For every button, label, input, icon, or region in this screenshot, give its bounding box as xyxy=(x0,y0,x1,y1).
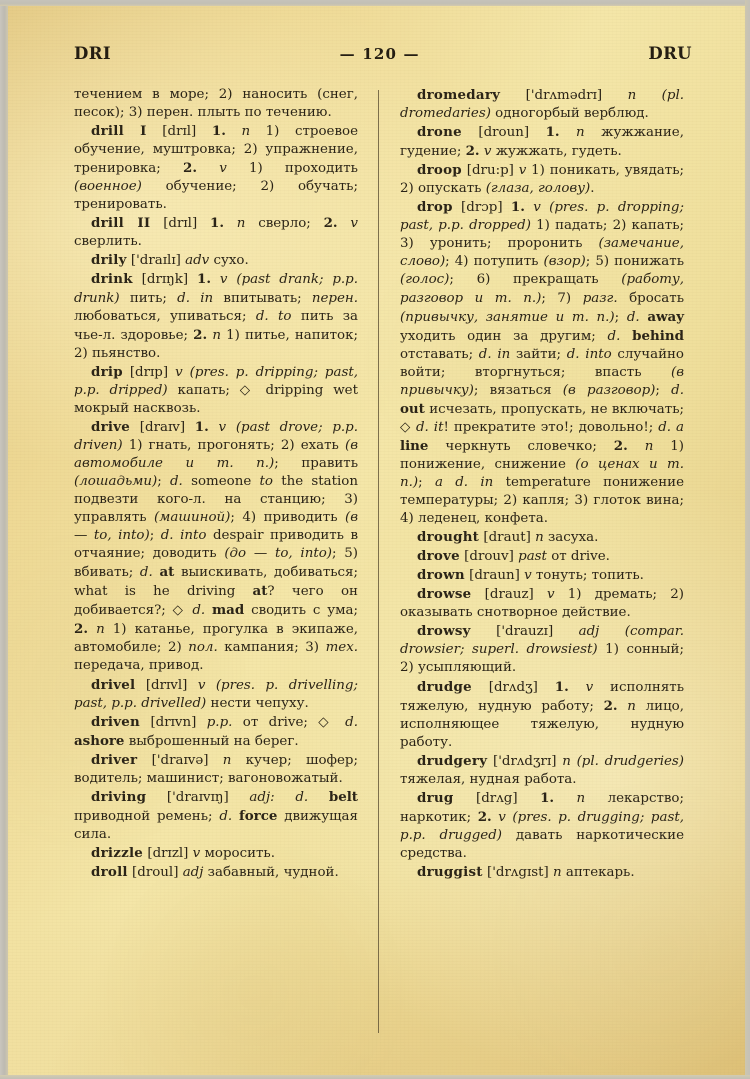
entry-headword: dromedary xyxy=(417,87,501,103)
entry-definition: adj: d. belt приводной ремень; d. force движущая сила. xyxy=(74,788,358,842)
dictionary-entry xyxy=(400,585,684,622)
column-left xyxy=(74,86,378,1033)
entry-definition: 1. n лекарство; наркотик; 2. v (pres. p. drugging; past, p.p. drugged) давать наркотические средства. xyxy=(400,789,685,861)
entry-pronunciation: ['drʌmədrɪ] xyxy=(525,88,603,103)
entry-headword: drizzle xyxy=(91,844,144,861)
entry-definition: past от drive. xyxy=(518,549,610,565)
entry-headword: drowsy xyxy=(417,623,471,640)
entry-definition: v (pres. p. dripping; past, p.p. dripped) капать; ◇ dripping wet мокрый насквозь. xyxy=(74,364,358,416)
continuation-text: течением в море; 2) наносить (снег, песок); 3) перен. плыть по течению. xyxy=(74,87,358,121)
entry-pronunciation: [draun] xyxy=(469,568,520,584)
entry-pronunciation: [drɪvn] xyxy=(150,714,197,730)
entry-definition: n (pl. drudgeries) тяжелая, нудная работа. xyxy=(400,753,684,787)
entry-definition: v 1) поникать, увядать; 2) опускать (глаза, голову). xyxy=(400,163,684,197)
entry-definition: 1. n сверло; 2. v сверлить. xyxy=(74,215,358,250)
dictionary-entry xyxy=(74,363,358,418)
dictionary-entry xyxy=(74,788,358,844)
dictionary-entry xyxy=(400,752,684,789)
entry-headword: drove xyxy=(417,548,460,565)
entry-definition: 1. v (pres. p. dropping; past, p.p. dropped) 1) падать; 2) капать; 3) уронить; проронить (замечание, слово); 4) потупить (взор); 5) понижать (голос); 6) прекращать (работу, разговор и т. п.); 7) разг. бросать (привычку, занятие и т. п.); d. away уходить один за другим; d. behind отставать; d. in зайти; d. into случайно войти; вторгнуться; впасть (в привычку); вязаться (в разговор); d. out исчезать, пропускать, не включать; ◇ d. it! прекратите это!; довольно!; d. a line черкнуть словечко; 2. n 1) понижение, снижение (о ценах и т. п.); a d. in temperature понижение температуры; 2) капля; 3) глоток вина; 4) леденец, конфета. xyxy=(400,199,684,527)
entry-definition: v моросить. xyxy=(192,845,275,861)
entry-definition: 1. v исполнять тяжелую, нудную работу; 2. n лицо, исполняющее тяжелую, нудную работу. xyxy=(400,678,685,750)
entry-pronunciation: ['drʌdʒrɪ] xyxy=(492,753,557,769)
entry-pronunciation: [drʌdʒ] xyxy=(488,679,538,695)
entry-headword: driving xyxy=(91,788,147,805)
dictionary-entry xyxy=(74,844,358,863)
dictionary-entry xyxy=(400,547,684,566)
dictionary-entry xyxy=(400,566,684,585)
entry-pronunciation: [drʌg] xyxy=(476,790,518,806)
entry-headword: drink xyxy=(91,271,133,288)
entry-headword: drudgery xyxy=(417,752,488,769)
dictionary-entry xyxy=(74,122,358,214)
entry-pronunciation: [drɪl] xyxy=(163,216,198,232)
entry-pronunciation: [drauz] xyxy=(484,587,534,603)
dictionary-entry xyxy=(74,251,358,270)
running-head xyxy=(74,44,692,66)
dictionary-entry xyxy=(74,418,358,676)
entry-pronunciation: ['drauzɪ] xyxy=(496,624,554,640)
entry-headword: drug xyxy=(417,789,454,806)
dictionary-entry xyxy=(400,161,684,198)
entry-headword: drive xyxy=(91,418,131,435)
entry-definition: n аптекарь. xyxy=(553,864,635,880)
entry-headword: drip xyxy=(91,363,123,380)
entry-pronunciation: [drɪp] xyxy=(129,364,169,380)
dictionary-entry xyxy=(400,863,684,882)
dictionary-entry xyxy=(74,713,358,751)
entry-definition: v тонуть; топить. xyxy=(524,568,644,584)
entry-list-right xyxy=(400,86,684,882)
dictionary-entry xyxy=(400,622,684,677)
column-right xyxy=(379,86,684,1033)
entry-pronunciation: ['draɪlɪ] xyxy=(130,253,181,269)
entry-headword: drop xyxy=(417,199,453,216)
entry-definition: v 1) дремать; 2) оказывать снотворное действие. xyxy=(400,587,685,621)
entry-pronunciation: ['drʌgɪst] xyxy=(486,864,549,880)
dictionary-entry xyxy=(74,214,358,251)
entry-definition: 1. n жужжание, гудение; 2. v жужжать, гудеть. xyxy=(400,124,684,160)
entry-definition: 1. n 1) строевое обучение, муштровка; 2) упражнение, тренировка; 2. v 1) проходить (военное) обучение; 2) обучать; тренировать. xyxy=(74,123,358,213)
entry-pronunciation: [droun] xyxy=(478,125,530,141)
two-column-body xyxy=(74,86,693,1033)
entry-pronunciation: [drɪzl] xyxy=(147,845,189,861)
entry-pronunciation: [draɪv] xyxy=(139,419,186,435)
entry-definition: v (pres. p. drivelling; past, p.p. drivelled) нести чепуху. xyxy=(74,677,359,711)
entry-definition: 1. v (past drank; p.p. drunk) пить; d. in впитывать; перен. любоваться, упиваться; d. to пить за чье-л. здоровье; 2. n 1) питье, напиток; 2) пьянство. xyxy=(74,271,359,361)
entry-headword: drown xyxy=(417,567,465,584)
column-divider-rule xyxy=(378,90,379,1033)
entry-definition: n кучер; шофер; водитель; машинист; вагоновожатый. xyxy=(74,752,359,786)
entry-pronunciation: [draut] xyxy=(483,530,531,546)
entry-headword: drudge xyxy=(417,678,472,695)
entry-definition: 1. v (past drove; p.p. driven) 1) гнать, прогонять; 2) ехать (в автомобиле и т. п.); править (лошадьми); d. someone to the station подвезти кого-л. на станцию; 3) управлять (машиной); 4) приводить (в — to, into); d. into despair приводить в отчаяние; доводить (до — to, into); 5) вбивать; d. at выискивать, добиваться; what is he driving at? чего он добивается?; ◇ d. mad сводить с ума; 2. n 1) катанье, прогулка в экипаже, автомобиле; 2) пол. кампания; 3) тех. передача, привод. xyxy=(74,418,359,674)
dictionary-entry xyxy=(400,528,684,547)
dictionary-entry xyxy=(74,676,358,713)
entry-pronunciation: ['draɪvə] xyxy=(151,752,209,768)
entry-continuation-from-previous-page xyxy=(74,86,358,122)
page-number: — 120 — xyxy=(339,45,420,63)
entry-headword: druggist xyxy=(417,863,483,880)
entry-pronunciation: [drɪŋk] xyxy=(141,272,189,288)
entry-headword: driven xyxy=(91,713,141,730)
dictionary-entry xyxy=(400,198,684,528)
dictionary-entry xyxy=(400,86,684,123)
running-head-right: DRU xyxy=(648,44,692,63)
entry-pronunciation: [drɪvl] xyxy=(145,677,188,693)
entry-pronunciation: ['draɪvɪŋ] xyxy=(166,789,229,805)
entry-definition: n (pl. dromedaries) одногорбый верблюд. xyxy=(400,88,684,122)
entry-headword: droop xyxy=(417,162,462,179)
entry-headword: drone xyxy=(417,124,462,141)
entry-headword: drivel xyxy=(91,676,136,693)
dictionary-entry xyxy=(74,270,358,362)
entry-definition: adj забавный, чудной. xyxy=(182,864,339,880)
entry-definition: n засуха. xyxy=(535,530,599,546)
dictionary-entry xyxy=(400,789,684,863)
entry-definition: adv сухо. xyxy=(185,253,249,269)
dictionary-entry xyxy=(74,751,358,788)
entry-definition: p.p. от drive; ◇ d. ashore выброшенный на берег. xyxy=(74,714,358,749)
entry-pronunciation: [droul] xyxy=(132,864,179,880)
entry-headword: droll xyxy=(91,863,128,880)
entry-pronunciation: [drɔp] xyxy=(461,200,503,216)
entry-headword: drought xyxy=(417,529,480,546)
entry-headword: drill II xyxy=(91,215,151,232)
entry-headword: drily xyxy=(91,252,127,269)
entry-pronunciation: [drouv] xyxy=(464,549,514,565)
entry-headword: drowse xyxy=(417,586,472,603)
entry-definition: adj (compar. drowsier; superl. drowsiest) 1) сонный; 2) усыпляющий. xyxy=(400,624,684,676)
entry-pronunciation: [drɪl] xyxy=(162,124,197,140)
dictionary-entry xyxy=(400,678,684,752)
dictionary-entry xyxy=(74,863,358,882)
entry-headword: drill I xyxy=(91,123,147,140)
entry-pronunciation: [dru:p] xyxy=(466,163,514,179)
entry-headword: driver xyxy=(91,751,138,768)
entry-list-left xyxy=(74,122,358,882)
running-head-left: DRI xyxy=(74,44,111,63)
dictionary-entry xyxy=(400,123,684,161)
